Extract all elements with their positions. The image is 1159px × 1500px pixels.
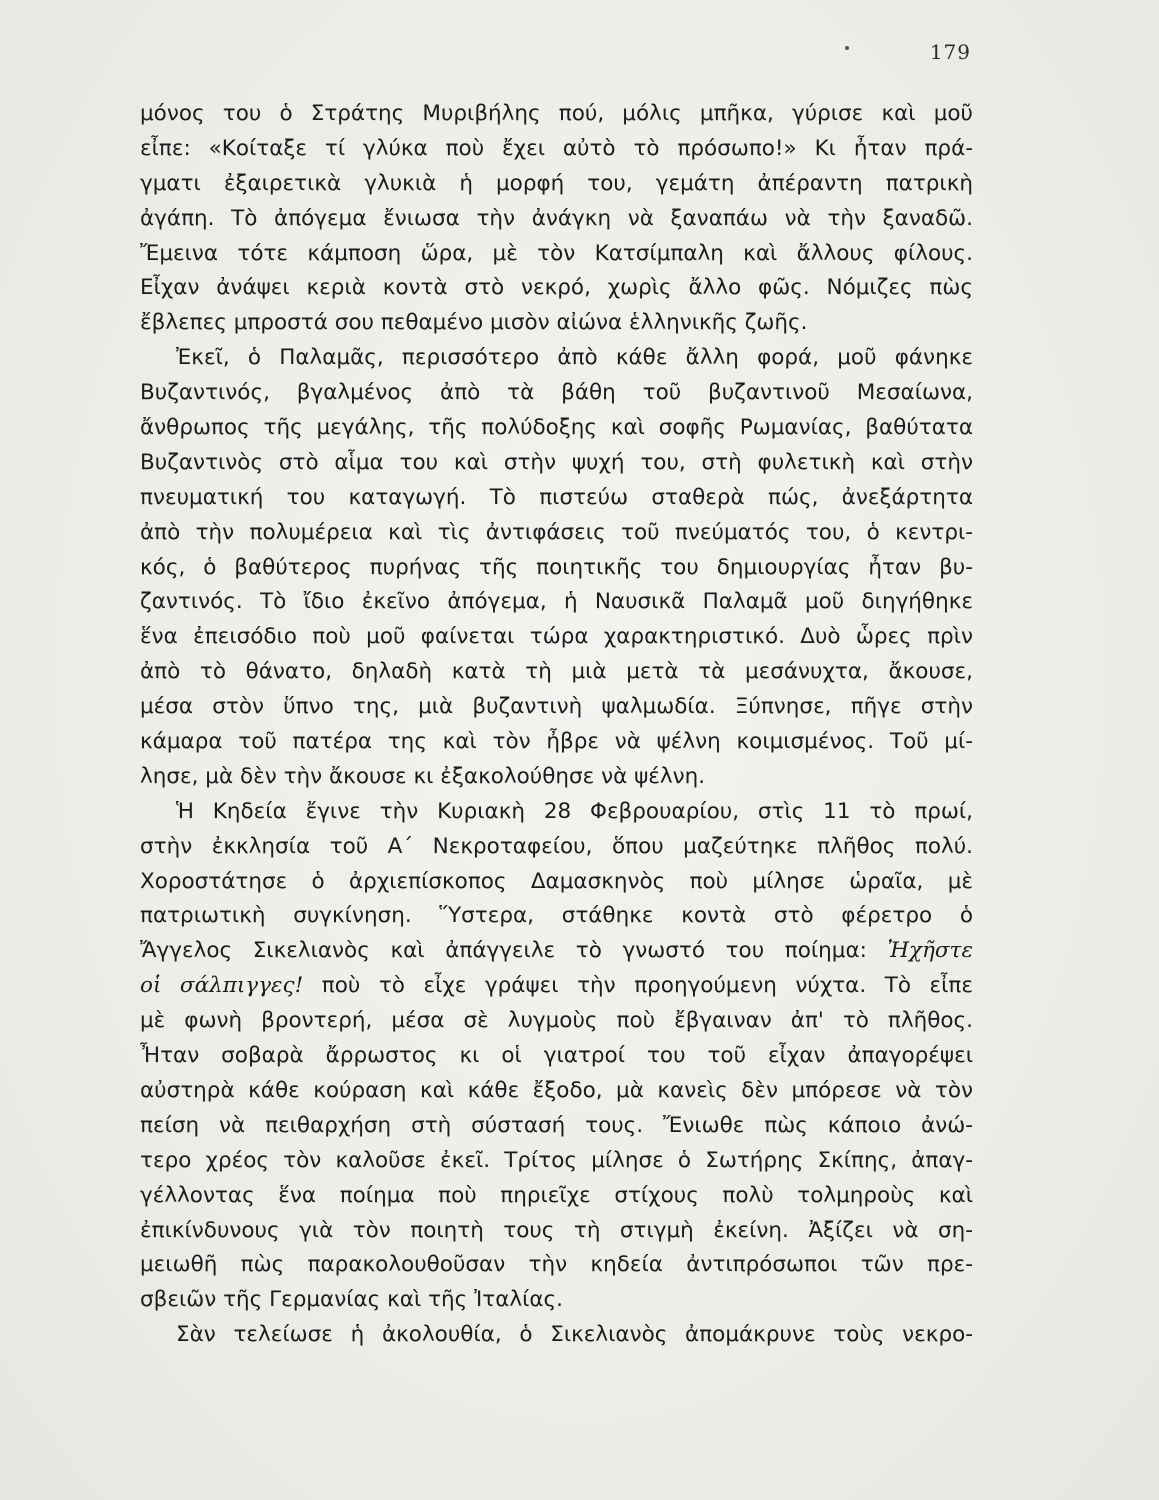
text-line: ζαντινός. Τὸ ἴδιο ἐκεῖνο ἀπόγεμα, ἡ Ναυσικᾶ Παλαμᾶ μοῦ διηγήθηκε bbox=[140, 589, 973, 615]
text-line: γματι ἐξαιρετικὰ γλυκιὰ ἡ μορφή του, γεμάτη ἀπέραντη πατρικὴ bbox=[140, 170, 973, 196]
text-line: πνευματική του καταγωγή. Τὸ πιστεύω σταθερὰ πώς, ἀνεξάρτητα bbox=[140, 484, 973, 510]
text-line: Βυζαντινὸς στὸ αἷμα του καὶ στὴν ψυχή του, στὴ φυλετικὴ καὶ στὴν bbox=[140, 449, 973, 475]
text-line-with-italic bbox=[140, 934, 973, 969]
text-line: ἀπὸ τὸ θάνατο, δηλαδὴ κατὰ τὴ μιὰ μετὰ τὰ μεσάνυχτα, ἄκουσε, bbox=[140, 659, 973, 685]
print-mark bbox=[845, 46, 849, 50]
text-line: ἀπὸ τὴν πολυμέρεια καὶ τὶς ἀντιφάσεις τοῦ πνεύματός του, ὁ κεντρι- bbox=[140, 519, 973, 545]
text-line: στὴν ἐκκλησία τοῦ Α΄ Νεκροταφείου, ὅπου μαζεύτηκε πλῆθος πολύ. bbox=[140, 833, 973, 859]
text-span: Ἄγγελος Σικελιανὸς καὶ ἀπάγγειλε τὸ γνωστό του ποίημα: bbox=[140, 938, 867, 964]
text-line: κάμαρα τοῦ πατέρα της καὶ τὸν ἦβρε νὰ ψέλνη κοιμισμένος. Τοῦ μί- bbox=[140, 729, 973, 755]
poem-title-italic: οἱ σάλπιγγες! bbox=[140, 973, 304, 999]
text-line: γέλλοντας ἕνα ποίημα ποὺ πηριεῖχε στίχους πολὺ τολμηροὺς καὶ bbox=[140, 1182, 973, 1208]
paragraph-start-line: Σὰν τελείωσε ἡ ἀκολουθία, ὁ Σικελιανὸς ἀπομάκρυνε τοὺς νεκρο- bbox=[176, 1322, 973, 1348]
text-line: Χοροστάτησε ὁ ἀρχιεπίσκοπος Δαμασκηνὸς ποὺ μίλησε ὡραῖα, μὲ bbox=[140, 868, 973, 894]
body-text bbox=[140, 97, 973, 1353]
text-line-with-italic bbox=[140, 969, 973, 1004]
text-line: πείση νὰ πειθαρχήση στὴ σύστασή τους. Ἔνιωθε πὼς κάποιο ἀνώ- bbox=[140, 1112, 973, 1138]
text-line: Ἔμεινα τότε κάμποση ὥρα, μὲ τὸν Κατσίμπαλη καὶ ἄλλους φίλους. bbox=[140, 240, 973, 266]
text-line: Εἶχαν ἀνάψει κεριὰ κοντὰ στὸ νεκρό, χωρὶς ἄλλο φῶς. Νόμιζες πὼς bbox=[140, 275, 973, 301]
text-line: μόνος του ὁ Στράτης Μυριβήλης πού, μόλις μπῆκα, γύρισε καὶ μοῦ bbox=[140, 101, 973, 126]
text-line: κός, ὁ βαθύτερος πυρήνας τῆς ποιητικῆς του δημιουργίας ἦταν βυ- bbox=[140, 554, 973, 580]
text-span: ποὺ τὸ εἶχε γράψει τὴν προηγούμενη νύχτα. Τὸ εἶπε bbox=[321, 973, 973, 999]
text-line: ἔβλεπες μπροστά σου πεθαμένο μισὸν αἰώνα ἑλληνικῆς ζωῆς. bbox=[140, 310, 808, 336]
page-number: 179 bbox=[929, 40, 971, 64]
text-line: πατριωτικὴ συγκίνηση. Ὕστερα, στάθηκε κοντὰ στὸ φέρετρο ὁ bbox=[140, 903, 973, 929]
text-line: τερο χρέος τὸν καλοῦσε ἐκεῖ. Τρίτος μίλησε ὁ Σωτήρης Σκίπης, ἀπαγ- bbox=[140, 1147, 973, 1173]
text-line: ἕνα ἐπεισόδιο ποὺ μοῦ φαίνεται τώρα χαρακτηριστικό. Δυὸ ὧρες πρὶν bbox=[140, 624, 973, 650]
text-line: εἶπε: «Κοίταξε τί γλύκα ποὺ ἔχει αὐτὸ τὸ πρόσωπο!» Κι ἦταν πρά- bbox=[140, 135, 973, 161]
text-line: λησε, μὰ δὲν τὴν ἄκουσε κι ἐξακολούθησε νὰ ψέλνη. bbox=[140, 763, 706, 789]
paragraph-start-line: Ἡ Κηδεία ἔγινε τὴν Κυριακὴ 28 Φεβρουαρίου, στὶς 11 τὸ πρωί, bbox=[176, 798, 973, 824]
text-line: ἄνθρωπος τῆς μεγάλης, τῆς πολύδοξης καὶ σοφῆς Ρωμανίας, βαθύτατα bbox=[140, 415, 973, 441]
text-line: Βυζαντινός, βγαλμένος ἀπὸ τὰ βάθη τοῦ βυζαντινοῦ Μεσαίωνα, bbox=[140, 380, 973, 406]
text-line: ἐπικίνδυνους γιὰ τὸν ποιητὴ τους τὴ στιγμὴ ἐκείνη. Ἀξίζει νὰ ση- bbox=[140, 1217, 973, 1243]
text-line: μέσα στὸν ὕπνο της, μιὰ βυζαντινὴ ψαλμωδία. Ξύπνησε, πῆγε στὴν bbox=[140, 694, 973, 720]
poem-title-italic: Ἠχῆστε bbox=[887, 938, 973, 964]
text-line: Ἦταν σοβαρὰ ἄρρωστος κι οἱ γιατροί του τοῦ εἶχαν ἀπαγορέψει bbox=[140, 1043, 973, 1069]
text-line: σβειῶν τῆς Γερμανίας καὶ τῆς Ἰταλίας. bbox=[140, 1287, 564, 1313]
text-line: αὐστηρὰ κάθε κούραση καὶ κάθε ἔξοδο, μὰ κανεὶς δὲν μπόρεσε νὰ τὸν bbox=[140, 1077, 973, 1103]
text-line: μειωθῆ πὼς παρακολουθοῦσαν τὴν κηδεία ἀντιπρόσωποι τῶν πρε- bbox=[140, 1252, 973, 1278]
text-line: ἀγάπη. Τὸ ἀπόγεμα ἔνιωσα τὴν ἀνάγκη νὰ ξαναπάω νὰ τὴν ξαναδῶ. bbox=[140, 205, 973, 231]
paragraph-start-line: Ἐκεῖ, ὁ Παλαμᾶς, περισσότερο ἀπὸ κάθε ἄλλη φορά, μοῦ φάνηκε bbox=[176, 345, 973, 371]
text-line: μὲ φωνὴ βροντερή, μέσα σὲ λυγμοὺς ποὺ ἔβγαιναν ἀπ' τὸ πλῆθος. bbox=[140, 1008, 973, 1034]
